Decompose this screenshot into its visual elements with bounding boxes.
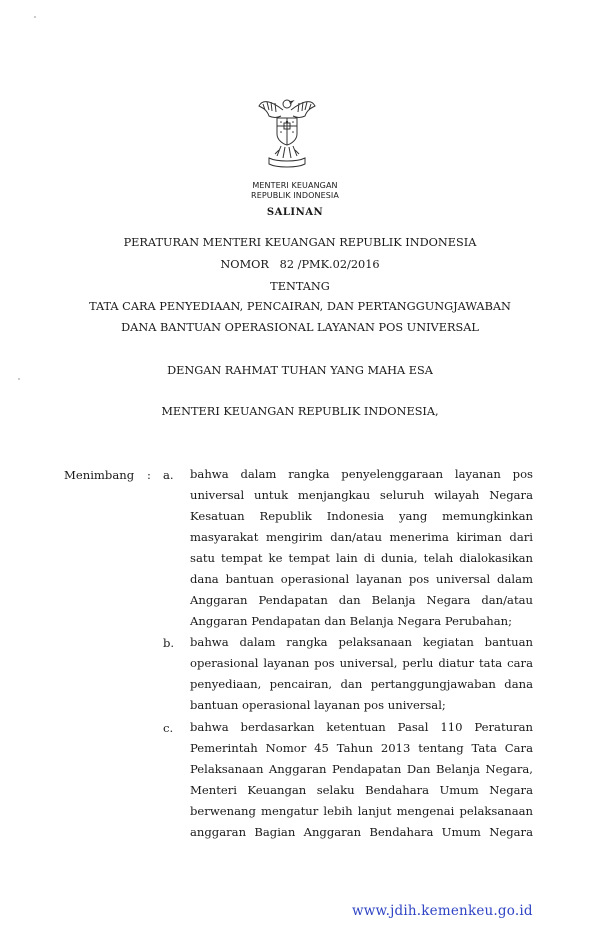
item-line: Pemerintah Nomor 45 Tahun 2013 tentang Tata Cara — [190, 741, 533, 755]
item-line: satu tempat ke tempat lain di dunia, telah dialokasikan — [190, 551, 533, 565]
item-letter-c: c. — [163, 721, 174, 735]
item-letter-b: b. — [163, 636, 175, 650]
item-line: universal untuk menjangkau seluruh wilayah Negara — [190, 488, 533, 502]
item-line: bahwa dalam rangka penyelenggaraan layanan pos — [190, 467, 533, 481]
item-line: penyediaan, pencairan, dan pertanggungjawaban dana — [190, 677, 533, 691]
item-line: Anggaran Pendapatan dan Belanja Negara dan/atau — [190, 593, 533, 607]
item-line: bantuan operasional layanan pos universal; — [190, 698, 446, 712]
garuda-emblem-icon — [255, 92, 319, 172]
item-line: Anggaran Pendapatan dan Belanja Negara Perubahan; — [190, 614, 513, 628]
ministry-country: REPUBLIK INDONESIA — [251, 191, 339, 200]
item-line: Pelaksanaan Anggaran Pendapatan Dan Belanja Negara, — [190, 762, 533, 776]
regulation-title: PERATURAN MENTERI KEUANGAN REPUBLIK INDONESIA — [123, 236, 477, 249]
authority-line: MENTERI KEUANGAN REPUBLIK INDONESIA, — [161, 405, 439, 418]
regulation-subject-line1: TATA CARA PENYEDIAAN, PENCAIRAN, DAN PERTANGGUNGJAWABAN — [89, 300, 511, 313]
item-line: bahwa berdasarkan ketentuan Pasal 110 Peraturan — [190, 720, 533, 734]
scan-speck — [34, 16, 36, 18]
scan-speck — [18, 378, 20, 380]
item-line: dana bantuan operasional layanan pos universal dalam — [190, 572, 533, 586]
copy-label: SALINAN — [266, 207, 324, 218]
item-line: Menteri Keuangan selaku Bendahara Umum Negara — [190, 783, 533, 797]
considerations-label: Menimbang — [64, 468, 135, 482]
item-text-a — [190, 464, 533, 632]
item-line: bahwa dalam rangka pelaksanaan kegiatan bantuan — [190, 635, 533, 649]
item-text-c — [190, 717, 533, 843]
item-line: masyarakat mengirim dan/atau menerima kiriman dari — [190, 530, 533, 544]
item-text-b — [190, 632, 533, 716]
item-line: anggaran Bagian Anggaran Bendahara Umum Negara — [190, 825, 533, 839]
item-line: operasional layanan pos universal, perlu diatur tata cara — [190, 656, 533, 670]
item-line: Kesatuan Republik Indonesia yang memungkinkan — [190, 509, 533, 523]
item-letter-a: a. — [163, 468, 174, 482]
blessing-line: DENGAN RAHMAT TUHAN YANG MAHA ESA — [167, 364, 433, 377]
regulation-number: NOMOR 82 /PMK.02/2016 — [220, 258, 380, 271]
regulation-about: TENTANG — [270, 280, 330, 293]
item-line: berwenang mengatur lebih lanjut mengenai pelaksanaan — [190, 804, 533, 818]
source-website-link[interactable]: www.jdih.kemenkeu.go.id — [352, 903, 533, 919]
regulation-subject-line2: DANA BANTUAN OPERASIONAL LAYANAN POS UNIVERSAL — [121, 321, 479, 334]
considerations-colon: : — [147, 468, 151, 482]
ministry-name: MENTERI KEUANGAN — [252, 181, 338, 190]
